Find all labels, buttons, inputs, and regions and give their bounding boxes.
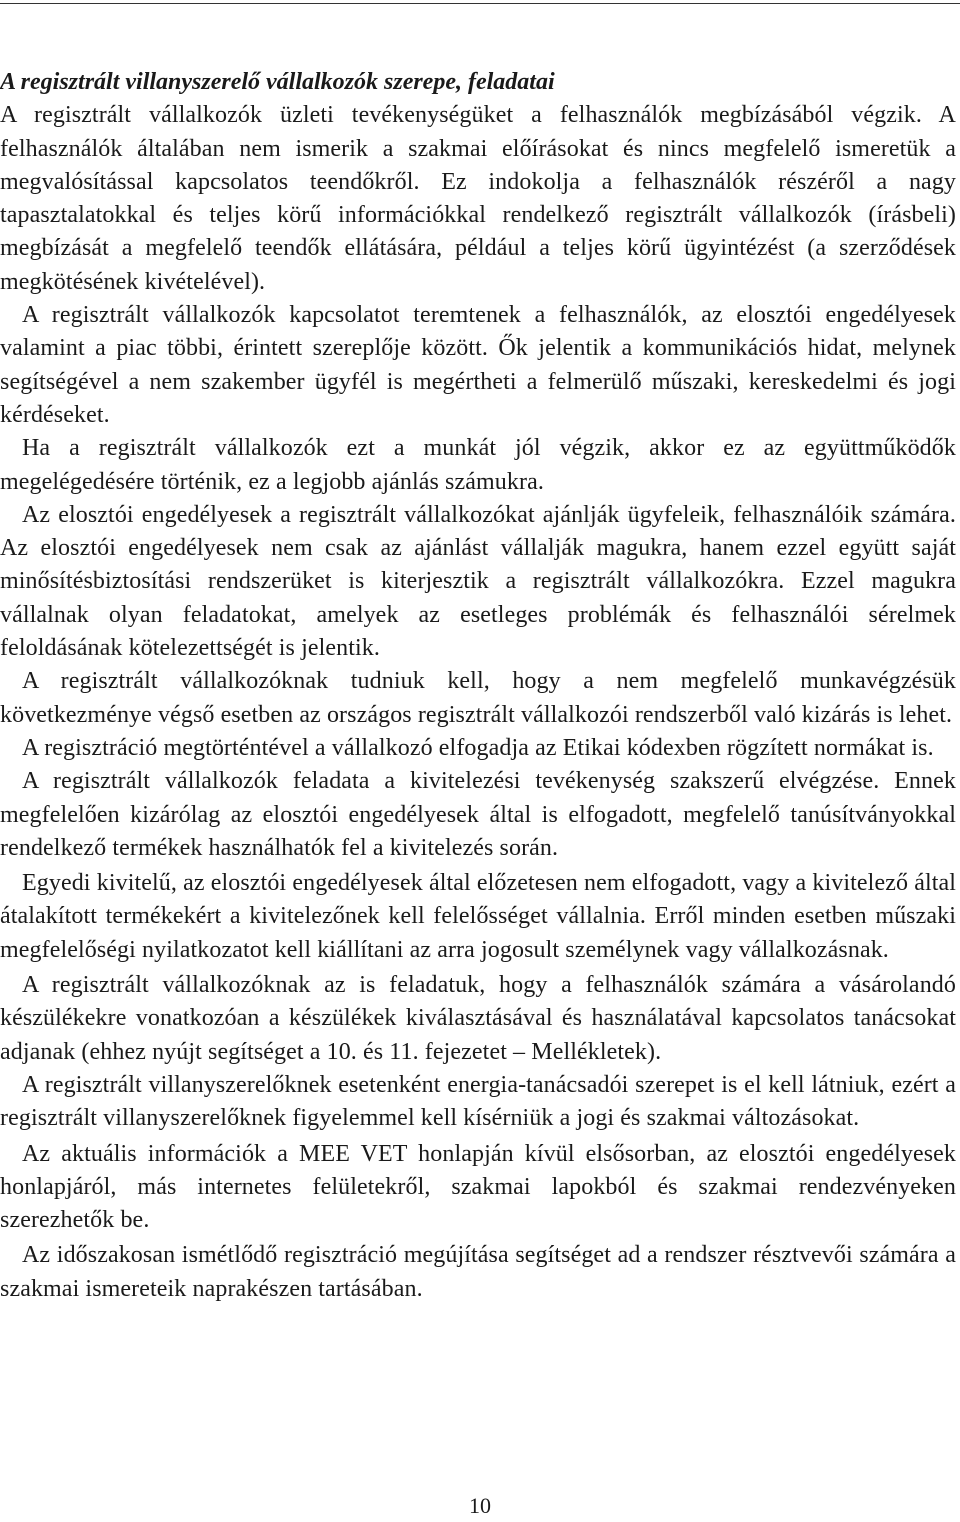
paragraph-8: Egyedi kivitelű, az elosztói engedélyesek által előzetesen nem elfogadott, vagy a kivitelező által átalakított termékekért a kivitelezőnek kell felelősséget vállalnia. Erről minden esetben műszaki megfelelőségi nyilatkozatot kell kiállítani az arra jogosult személynek vagy vállalkozásnak. (0, 870, 956, 963)
paragraph-3: Ha a regisztrált vállalkozók ezt a munkát jól végzik, akkor ez az együttműködők megelégedésére történik, ez a legjobb ajánlás számukra. (0, 435, 956, 495)
paragraph-6: A regisztráció megtörténtével a vállalkozó elfogadja az Etikai kódexben rögzített normákat is. (22, 734, 934, 761)
paragraph-7: A regisztrált vállalkozók feladata a kivitelezési tevékenység szakszerű elvégzése. Ennek megfelelően kizárólag az elosztói engedélyesek által is elfogadott, megfelelő tanúsítványokkal rendelkező termékek használhatók fel a kivitelezés során. (0, 768, 956, 861)
paragraph-11: Az aktuális információk a MEE VET honlapján kívül elsősorban, az elosztói engedélyesek honlapjáról, más internetes felületekről, szakmai lapokból és szakmai rendezvényeken szerezhetők be. (0, 1140, 956, 1234)
paragraph-2: A regisztrált vállalkozók kapcsolatot teremtenek a felhasználók, az elosztói engedélyesek valamint a piac többi, érintett szereplője között. Ők jelentik a kommunikációs hidat, melynek segítségével a nem szakember ügyfél is megértheti a felmerülő műszaki, kereskedelmi és jogi kérdéseket. (0, 302, 956, 428)
paragraph-12: Az időszakosan ismétlődő regisztráció megújítása segítséget ad a rendszer résztvevői számára a szakmai ismereteik naprakészen tartásában. (0, 1242, 956, 1302)
section-heading: A regisztrált villanyszerelő vállalkozók szerepe, feladatai (0, 69, 555, 95)
page-number: 10 (469, 1493, 491, 1518)
paragraph-4: Az elosztói engedélyesek a regisztrált vállalkozókat ajánlják ügyfeleik, felhasználóik számára. Az elosztói engedélyesek nem csak az ajánlást vállalják magukra, hanem ezzel együtt saját minősítésbiztosítási rendszerüket is kiterjesztik a regisztrált vállalkozókra. Ezzel magukra vállalnak olyan feladatokat, amelyek az esetleges problémák és felhasználói sérelmek feloldásának kötelezettségét is jelentik. (0, 501, 956, 662)
paragraph-1: A regisztrált vállalkozók üzleti tevékenységüket a felhasználók megbízásából végzik. A felhasználók általában nem ismerik a szakmai előírásokat és nincs megfelelő ismeretük a megvalósítással kapcsolatos teendőkről. Ez indokolja a felhasználók részéről a nagy tapasztalatokkal és teljes körű információkkal rendelkező regisztrált vállalkozók (írásbeli) megbízását a megfelelő teendők ellátására, például a teljes körű ügyintézést (a szerződések megkötésének kivételével). (0, 102, 956, 295)
top-rule (0, 3, 960, 4)
paragraph-9: A regisztrált vállalkozóknak az is feladatuk, hogy a felhasználók számára a vásárolandó készülékekre vonatkozóan a készülékek kiválasztásával és használatával kapcsolatos tanácsokat adjanak (ehhez nyújt segítséget a 10. és 11. fejezetet – Mellékletek). (0, 972, 956, 1065)
page-content (0, 66, 956, 1306)
paragraph-10: A regisztrált villanyszerelőknek esetenként energia-tanácsadói szerepet is el kell látniuk, ezért a regisztrált villanyszerelőknek figyelemmel kell kísérniük a jogi és szakmai változásokat. (0, 1071, 956, 1132)
paragraph-5: A regisztrált vállalkozóknak tudniuk kell, hogy a nem megfelelő munkavégzésük következménye végső esetben az országos regisztrált vállalkozói rendszerből való kizárás is lehet. (0, 668, 956, 728)
